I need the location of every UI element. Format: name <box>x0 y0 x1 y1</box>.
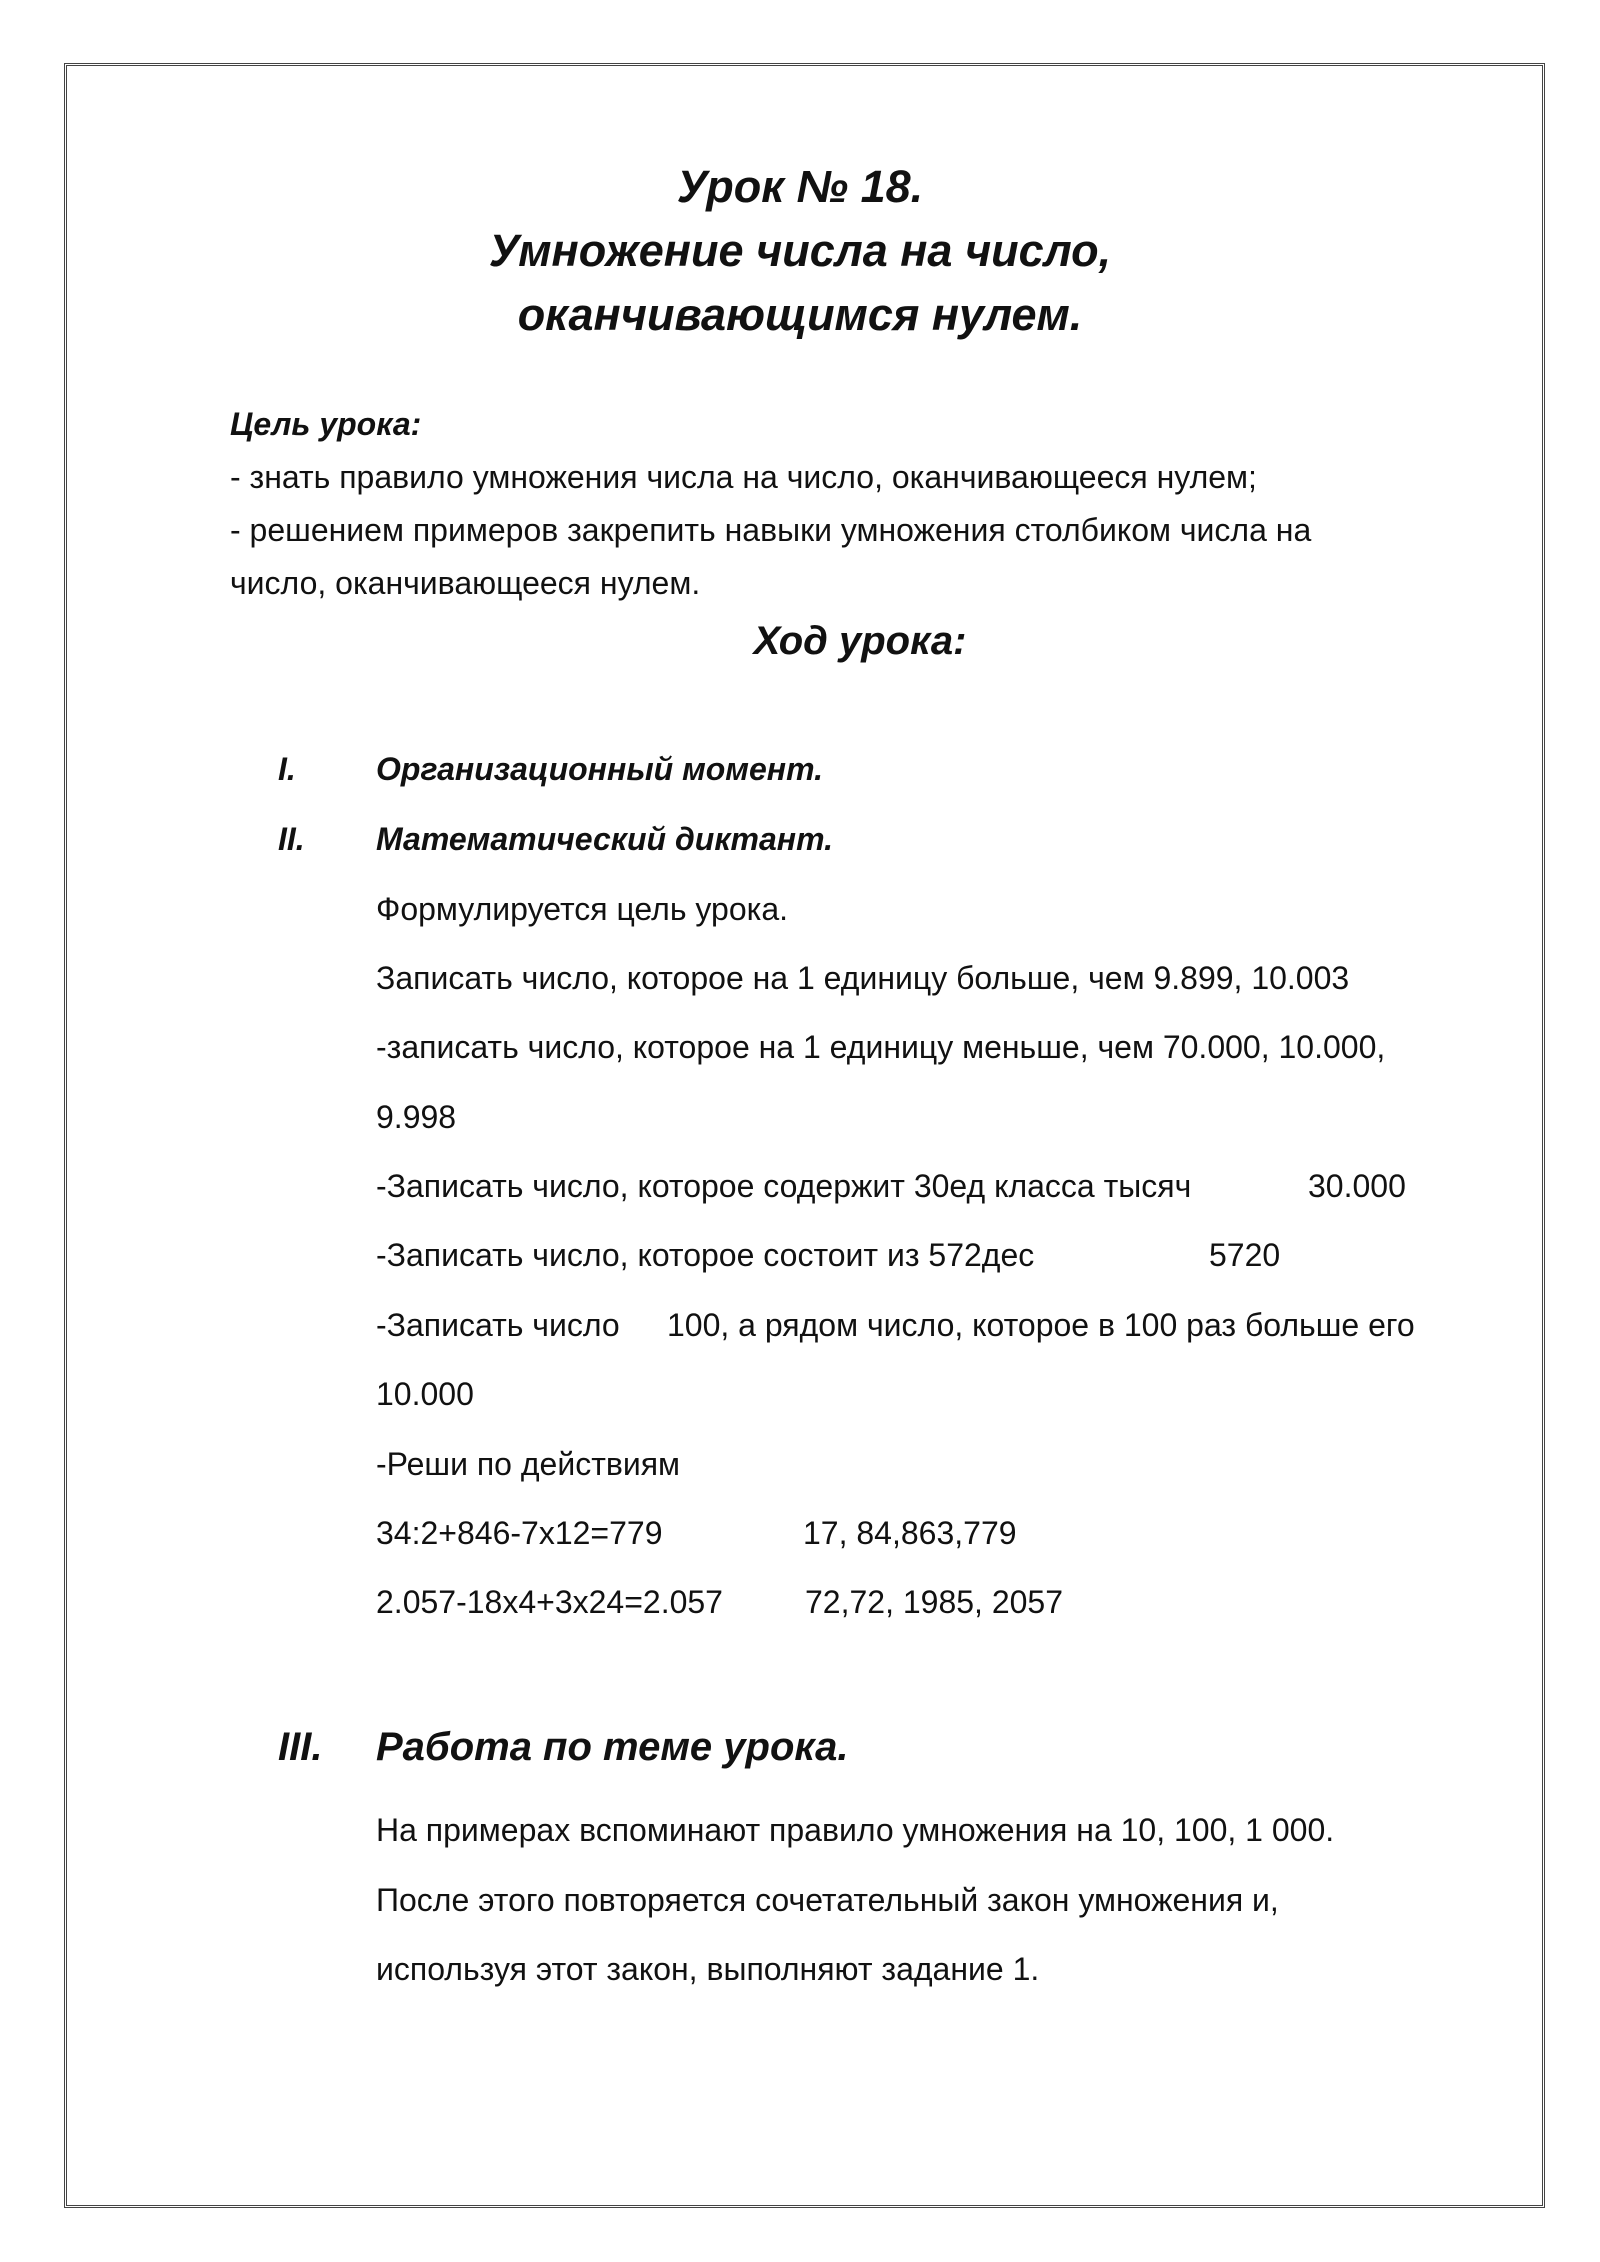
lesson-title <box>0 155 1600 347</box>
goal-heading: Цель урока: <box>230 406 422 442</box>
goal-item-1: - знать правило умножения числа на число, оканчивающееся нулем; <box>230 459 1257 495</box>
topic-work-line-1: На примерах вспоминают правило умножения на 10, 100, 1 000. <box>376 1812 1335 1848</box>
dictation-task-5-prefix: -Записать число <box>376 1307 620 1343</box>
dictation-task-2-line-2: 9.998 <box>376 1099 457 1135</box>
dictation-task-4-answer: 5720 <box>1209 1237 1281 1273</box>
expression-2-steps: 72,72, 1985, 2057 <box>805 1584 1064 1620</box>
section-1-number: I. <box>278 751 296 787</box>
title-line-1: Урок № 18. <box>676 161 924 212</box>
dictation-task-5-rest: 100, а рядом число, которое в 100 раз больше его <box>667 1307 1415 1343</box>
dictation-task-5 <box>376 1305 1415 1345</box>
dictation-task-6: -Реши по действиям <box>376 1446 681 1482</box>
section-2-number: II. <box>278 821 305 857</box>
dictation-task-4-text: -Записать число, которое состоит из 572дес <box>376 1237 1035 1273</box>
goal-item-2-line-1: - решением примеров закрепить навыки умножения столбиком числа на <box>230 512 1312 548</box>
section-3-title: Работа по теме урока. <box>376 1725 849 1769</box>
title-line-3: оканчивающимся нулем. <box>517 289 1083 340</box>
expression-1-steps: 17, 84,863,779 <box>803 1515 1017 1551</box>
dictation-task-3-text: -Записать число, которое содержит 30ед класса тысяч <box>376 1168 1192 1204</box>
dictation-task-5-line-2: 10.000 <box>376 1376 474 1412</box>
dictation-task-3-answer: 30.000 <box>1308 1168 1406 1204</box>
dictation-task-4 <box>376 1235 1281 1275</box>
dictation-task-3 <box>376 1166 1406 1206</box>
title-line-2: Умножение числа на число, <box>488 225 1112 276</box>
lesson-goal <box>230 398 1430 610</box>
expression-1-text: 34:2+846-7x12=779 <box>376 1515 663 1551</box>
expression-2 <box>376 1582 1064 1622</box>
expression-1 <box>376 1513 1017 1553</box>
section-3-number: III. <box>278 1725 323 1769</box>
dictation-task-2-line-1: -записать число, которое на 1 единицу меньше, чем 70.000, 10.000, <box>376 1029 1386 1065</box>
dictation-task-1: Записать число, которое на 1 единицу больше, чем 9.899, 10.003 <box>376 960 1350 996</box>
course-heading: Ход урока: <box>753 619 967 663</box>
section-1-title: Организационный момент. <box>376 751 824 787</box>
topic-work-line-2: После этого повторяется сочетательный закон умножения и, <box>376 1882 1279 1918</box>
goal-item-2-line-2: число, оканчивающееся нулем. <box>230 565 701 601</box>
section-2-title: Математический диктант. <box>376 821 834 857</box>
dictation-intro: Формулируется цель урока. <box>376 891 789 927</box>
topic-work-line-3: используя этот закон, выполняют задание 1. <box>376 1951 1040 1987</box>
expression-2-text: 2.057-18x4+3x24=2.057 <box>376 1584 723 1620</box>
